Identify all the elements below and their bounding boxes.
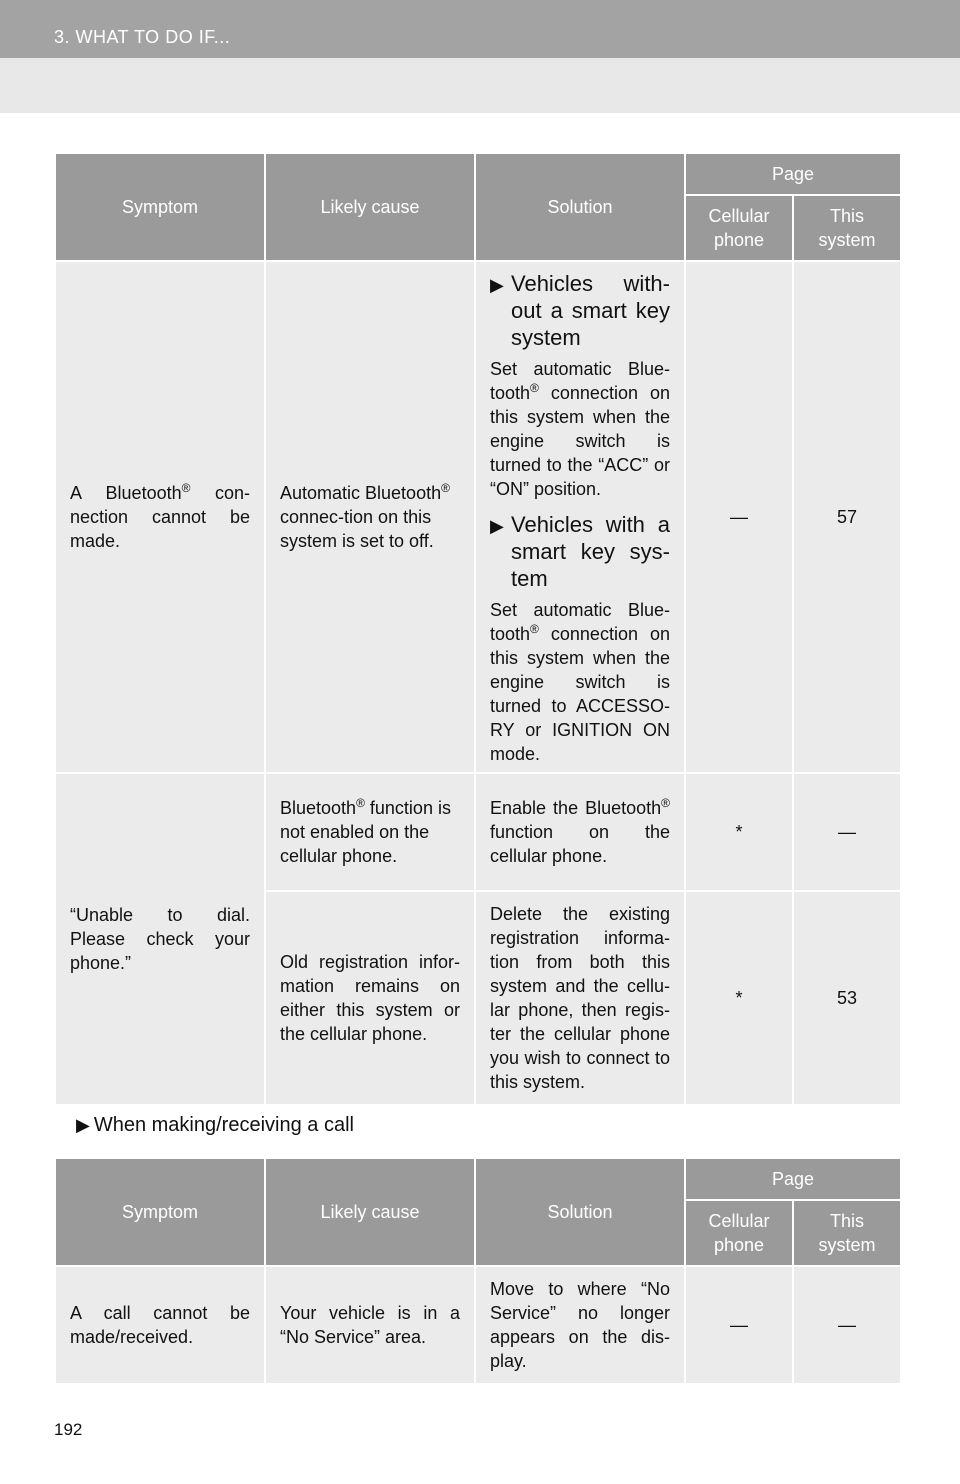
col-likely-cause: Likely cause	[265, 153, 475, 261]
table-row	[55, 261, 901, 773]
header-band	[0, 58, 960, 113]
col-symptom: Symptom	[55, 1158, 265, 1266]
registered-mark: ®	[530, 381, 539, 395]
troubleshooting-table-1	[54, 152, 902, 1106]
col-solution: Solution	[475, 1158, 685, 1266]
col-symptom: Symptom	[55, 153, 265, 261]
solution-cell: Enable the Bluetooth® function on the cellular phone.	[475, 773, 685, 891]
solution-heading: ▶ Vehicles with a smart key sys-tem	[490, 512, 670, 591]
col-this-system: This system	[793, 195, 901, 261]
solution-cell: Delete the existing registration informa-tion from both this system and the cellu-lar phone, then regis-ter the cellular phone you wish to connect to this system.	[475, 891, 685, 1105]
col-cellular-phone: Cellular phone	[685, 195, 793, 261]
section-heading: ▶ When making/receiving a call	[76, 1114, 354, 1136]
symptom-cell: A call cannot be made/received.	[55, 1266, 265, 1384]
solution-text: Set automatic Blue-tooth® connection on this system when the engine switch is turned to ACCESSO-RY or IGNITION ON mode.	[490, 600, 670, 764]
arrow-right-icon: ▶	[490, 275, 504, 295]
page-cellular: —	[685, 261, 793, 773]
registered-mark: ®	[661, 796, 670, 810]
col-this-system: This system	[793, 1200, 901, 1266]
cause-cell: Old registration infor-mation remains on either this system or the cellular phone.	[265, 891, 475, 1105]
page-cellular: —	[685, 1266, 793, 1384]
page-system: —	[793, 1266, 901, 1384]
solution-text: Set automatic Blue-tooth® connection on this system when the engine switch is turned to the “ACC” or “ON” position.	[490, 359, 670, 499]
page-system: 57	[793, 261, 901, 773]
registered-mark: ®	[530, 622, 539, 636]
page-system: 53	[793, 891, 901, 1105]
section-header-title: 3. WHAT TO DO IF...	[54, 27, 231, 47]
solution-heading: ▶ Vehicles with-out a smart key system	[490, 271, 670, 350]
table-row	[55, 773, 901, 891]
col-page: Page	[685, 1158, 901, 1200]
arrow-right-icon: ▶	[76, 1115, 90, 1135]
col-page: Page	[685, 153, 901, 195]
page-cellular: *	[685, 891, 793, 1105]
symptom-cell: “Unable to dial. Please check your phone.”	[55, 773, 265, 1105]
solution-cell	[475, 261, 685, 773]
arrow-right-icon: ▶	[490, 516, 504, 536]
troubleshooting-table-2	[54, 1157, 902, 1385]
page-system: —	[793, 773, 901, 891]
cause-cell: Bluetooth® function is not enabled on the cellular phone.	[265, 773, 475, 891]
cause-cell: Automatic Bluetooth® connec-tion on this system is set to off.	[265, 261, 475, 773]
col-cellular-phone: Cellular phone	[685, 1200, 793, 1266]
page-cellular: *	[685, 773, 793, 891]
col-solution: Solution	[475, 153, 685, 261]
registered-mark: ®	[356, 796, 365, 810]
table-row	[55, 1266, 901, 1384]
registered-mark: ®	[181, 481, 191, 495]
cause-cell: Your vehicle is in a “No Service” area.	[265, 1266, 475, 1384]
solution-cell: Move to where “No Service” no longer appears on the dis-play.	[475, 1266, 685, 1384]
symptom-cell: A Bluetooth® con-nection cannot be made.	[55, 261, 265, 773]
registered-mark: ®	[441, 481, 450, 495]
page-number: 192	[54, 1420, 83, 1439]
col-likely-cause: Likely cause	[265, 1158, 475, 1266]
